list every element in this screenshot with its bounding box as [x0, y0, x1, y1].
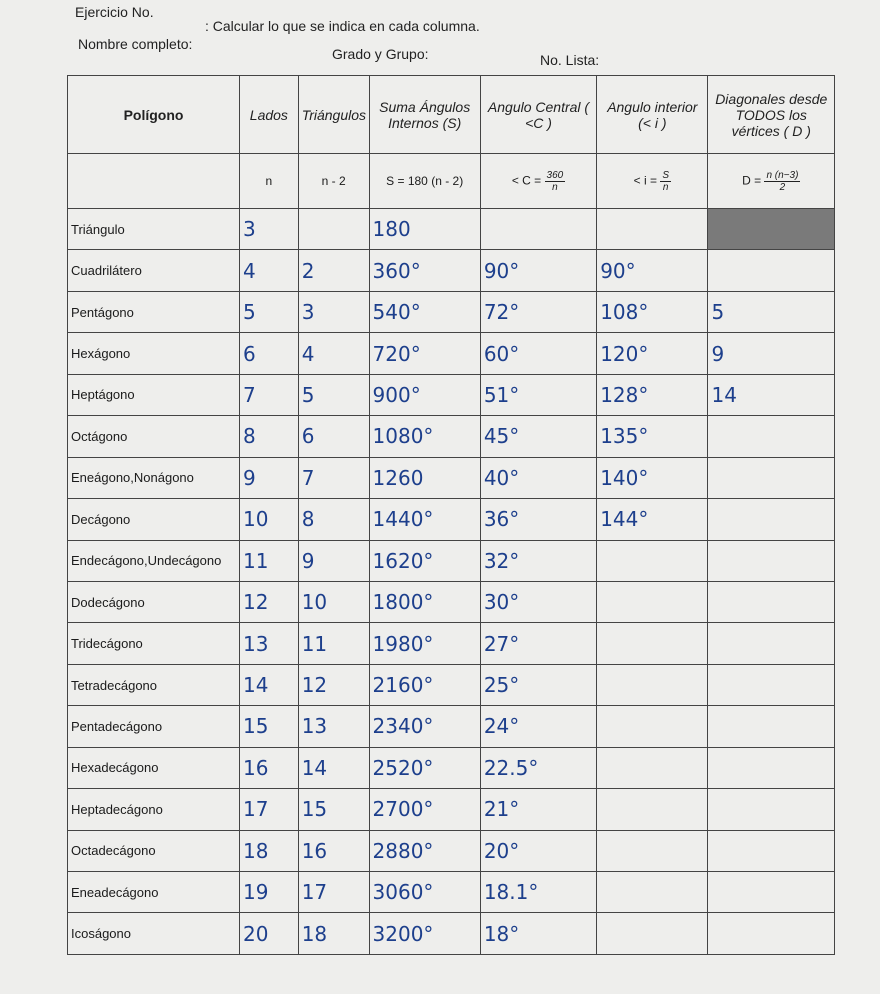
table-row — [68, 540, 835, 581]
sum-value: 1980° — [369, 623, 480, 664]
central-angle-value: 22.5° — [480, 747, 596, 788]
table-row — [68, 747, 835, 788]
polygon-name: Cuadrilátero — [68, 250, 240, 291]
sum-value: 360° — [369, 250, 480, 291]
polygon-name: Heptágono — [68, 374, 240, 415]
table-row — [68, 416, 835, 457]
triangles-value: 17 — [298, 872, 369, 913]
interior-angle-value — [597, 830, 708, 871]
header-central-angle: Angulo Central ( <C ) — [480, 76, 596, 154]
triangles-value: 6 — [298, 416, 369, 457]
sum-value: 2700° — [369, 789, 480, 830]
interior-angle-value — [597, 706, 708, 747]
sum-value: 180 — [369, 209, 480, 250]
table-row — [68, 581, 835, 622]
table-row — [68, 333, 835, 374]
sum-value: 1620° — [369, 540, 480, 581]
sum-value: 720° — [369, 333, 480, 374]
formula-interior-lhs: < i = — [633, 173, 657, 188]
diagonals-value — [708, 830, 835, 871]
diagonals-value — [708, 747, 835, 788]
central-angle-value: 21° — [480, 789, 596, 830]
formula-central-denominator: n — [552, 181, 558, 193]
triangles-value: 13 — [298, 706, 369, 747]
polygon-name: Hexadecágono — [68, 747, 240, 788]
triangles-value: 12 — [298, 664, 369, 705]
diagonals-value: 5 — [708, 291, 835, 332]
sum-value: 2160° — [369, 664, 480, 705]
sum-value: 900° — [369, 374, 480, 415]
formula-sum: S = 180 (n - 2) — [369, 154, 480, 209]
central-angle-value: 27° — [480, 623, 596, 664]
table-row — [68, 664, 835, 705]
header-polygon: Polígono — [68, 76, 240, 154]
triangles-value: 5 — [298, 374, 369, 415]
table-row — [68, 789, 835, 830]
central-angle-value: 30° — [480, 581, 596, 622]
sides-value: 7 — [240, 374, 299, 415]
table-row — [68, 291, 835, 332]
polygon-rows — [68, 209, 835, 955]
triangles-value: 8 — [298, 499, 369, 540]
triangles-value: 18 — [298, 913, 369, 955]
formula-diagonals-fraction — [764, 170, 800, 193]
sides-value: 19 — [240, 872, 299, 913]
polygon-name: Eneadecágono — [68, 872, 240, 913]
sum-value: 2880° — [369, 830, 480, 871]
sides-value: 18 — [240, 830, 299, 871]
interior-angle-value — [597, 540, 708, 581]
interior-angle-value — [597, 209, 708, 250]
diagonals-value — [708, 416, 835, 457]
interior-angle-value: 135° — [597, 416, 708, 457]
polygon-name: Decágono — [68, 499, 240, 540]
central-angle-value — [480, 209, 596, 250]
triangles-value: 9 — [298, 540, 369, 581]
sides-value: 10 — [240, 499, 299, 540]
diagonals-value — [708, 664, 835, 705]
formula-central — [480, 154, 596, 209]
group-label: Grado y Grupo: — [332, 46, 429, 62]
central-angle-value: 18.1° — [480, 872, 596, 913]
polygon-name: Octadecágono — [68, 830, 240, 871]
polygon-name: Octágono — [68, 416, 240, 457]
header-sum-angles: Suma Ángulos Internos (S) — [369, 76, 480, 154]
diagonals-value — [708, 913, 835, 955]
triangles-value: 16 — [298, 830, 369, 871]
sum-value: 1080° — [369, 416, 480, 457]
central-angle-value: 18° — [480, 913, 596, 955]
sides-value: 17 — [240, 789, 299, 830]
formula-interior — [597, 154, 708, 209]
table-row — [68, 499, 835, 540]
polygon-name: Endecágono,Undecágono — [68, 540, 240, 581]
sum-value: 1260 — [369, 457, 480, 498]
formula-diagonals-lhs: D = — [742, 173, 762, 188]
interior-angle-value — [597, 581, 708, 622]
sides-value: 14 — [240, 664, 299, 705]
formula-blank — [68, 154, 240, 209]
interior-angle-value: 144° — [597, 499, 708, 540]
sides-value: 4 — [240, 250, 299, 291]
interior-angle-value: 120° — [597, 333, 708, 374]
formula-interior-fraction — [660, 170, 671, 193]
interior-angle-value: 128° — [597, 374, 708, 415]
polygon-name: Icoságono — [68, 913, 240, 955]
sum-value: 1800° — [369, 581, 480, 622]
triangles-value: 2 — [298, 250, 369, 291]
diagonals-value — [708, 209, 835, 250]
polygon-name: Triángulo — [68, 209, 240, 250]
diagonals-value: 9 — [708, 333, 835, 374]
central-angle-value: 90° — [480, 250, 596, 291]
interior-angle-value — [597, 789, 708, 830]
interior-angle-value: 140° — [597, 457, 708, 498]
central-angle-value: 51° — [480, 374, 596, 415]
polygon-name: Tridecágono — [68, 623, 240, 664]
interior-angle-value — [597, 872, 708, 913]
sides-value: 11 — [240, 540, 299, 581]
sides-value: 15 — [240, 706, 299, 747]
sides-value: 5 — [240, 291, 299, 332]
exercise-label: Ejercicio No. — [75, 4, 154, 20]
interior-angle-value — [597, 623, 708, 664]
sides-value: 9 — [240, 457, 299, 498]
triangles-value — [298, 209, 369, 250]
header-sides: Lados — [240, 76, 299, 154]
polygon-table — [67, 75, 835, 955]
diagonals-value — [708, 540, 835, 581]
sum-value: 2340° — [369, 706, 480, 747]
polygon-name: Pentadecágono — [68, 706, 240, 747]
central-angle-value: 36° — [480, 499, 596, 540]
formula-diagonals-numerator: n (n−3) — [766, 169, 799, 181]
interior-angle-value — [597, 913, 708, 955]
name-label: Nombre completo: — [78, 36, 193, 52]
triangles-value: 3 — [298, 291, 369, 332]
formula-sides: n — [240, 154, 299, 209]
header-interior-angle: Angulo interior (< i ) — [597, 76, 708, 154]
sum-value: 1440° — [369, 499, 480, 540]
diagonals-value — [708, 499, 835, 540]
table-row — [68, 250, 835, 291]
interior-angle-value — [597, 747, 708, 788]
formula-diagonals-denominator: 2 — [779, 181, 786, 193]
triangles-value: 11 — [298, 623, 369, 664]
list-number-label: No. Lista: — [540, 52, 600, 68]
table-row — [68, 623, 835, 664]
triangles-value: 4 — [298, 333, 369, 374]
polygon-name: Hexágono — [68, 333, 240, 374]
sides-value: 13 — [240, 623, 299, 664]
polygon-worksheet — [67, 75, 835, 955]
sides-value: 3 — [240, 209, 299, 250]
table-row — [68, 706, 835, 747]
sum-value: 3200° — [369, 913, 480, 955]
diagonals-value — [708, 250, 835, 291]
table-row — [68, 209, 835, 250]
central-angle-value: 25° — [480, 664, 596, 705]
triangles-value: 7 — [298, 457, 369, 498]
table-row — [68, 374, 835, 415]
triangles-value: 10 — [298, 581, 369, 622]
sum-value: 3060° — [369, 872, 480, 913]
central-angle-value: 24° — [480, 706, 596, 747]
diagonals-value — [708, 872, 835, 913]
sides-value: 16 — [240, 747, 299, 788]
table-row — [68, 830, 835, 871]
instruction-text: : Calcular lo que se indica en cada columna. — [205, 18, 480, 34]
central-angle-value: 20° — [480, 830, 596, 871]
formula-diagonals — [708, 154, 835, 209]
diagonals-value — [708, 706, 835, 747]
polygon-name: Pentágono — [68, 291, 240, 332]
header-triangles: Triángulos — [298, 76, 369, 154]
central-angle-value: 40° — [480, 457, 596, 498]
triangles-value: 14 — [298, 747, 369, 788]
diagonals-value — [708, 623, 835, 664]
sides-value: 8 — [240, 416, 299, 457]
diagonals-value — [708, 581, 835, 622]
interior-angle-value: 90° — [597, 250, 708, 291]
formula-central-lhs: < C = — [511, 173, 542, 188]
sum-value: 2520° — [369, 747, 480, 788]
interior-angle-value — [597, 664, 708, 705]
central-angle-value: 45° — [480, 416, 596, 457]
header-diagonals: Diagonales desde TODOS los vértices ( D ) — [708, 76, 835, 154]
diagonals-value: 14 — [708, 374, 835, 415]
sum-value: 540° — [369, 291, 480, 332]
formula-interior-denominator: n — [662, 181, 669, 193]
sides-value: 6 — [240, 333, 299, 374]
formula-triangles: n - 2 — [298, 154, 369, 209]
central-angle-value: 60° — [480, 333, 596, 374]
polygon-name: Heptadecágono — [68, 789, 240, 830]
triangles-value: 15 — [298, 789, 369, 830]
polygon-name: Tetradecágono — [68, 664, 240, 705]
sides-value: 20 — [240, 913, 299, 955]
interior-angle-value: 108° — [597, 291, 708, 332]
formula-interior-numerator: S — [662, 169, 670, 181]
sides-value: 12 — [240, 581, 299, 622]
table-row — [68, 913, 835, 955]
diagonals-value — [708, 457, 835, 498]
central-angle-value: 72° — [480, 291, 596, 332]
formula-central-numerator: 360 — [546, 169, 564, 181]
formula-central-fraction — [545, 170, 566, 193]
central-angle-value: 32° — [480, 540, 596, 581]
table-row — [68, 872, 835, 913]
polygon-name: Dodecágono — [68, 581, 240, 622]
table-row — [68, 457, 835, 498]
diagonals-value — [708, 789, 835, 830]
polygon-name: Eneágono,Nonágono — [68, 457, 240, 498]
